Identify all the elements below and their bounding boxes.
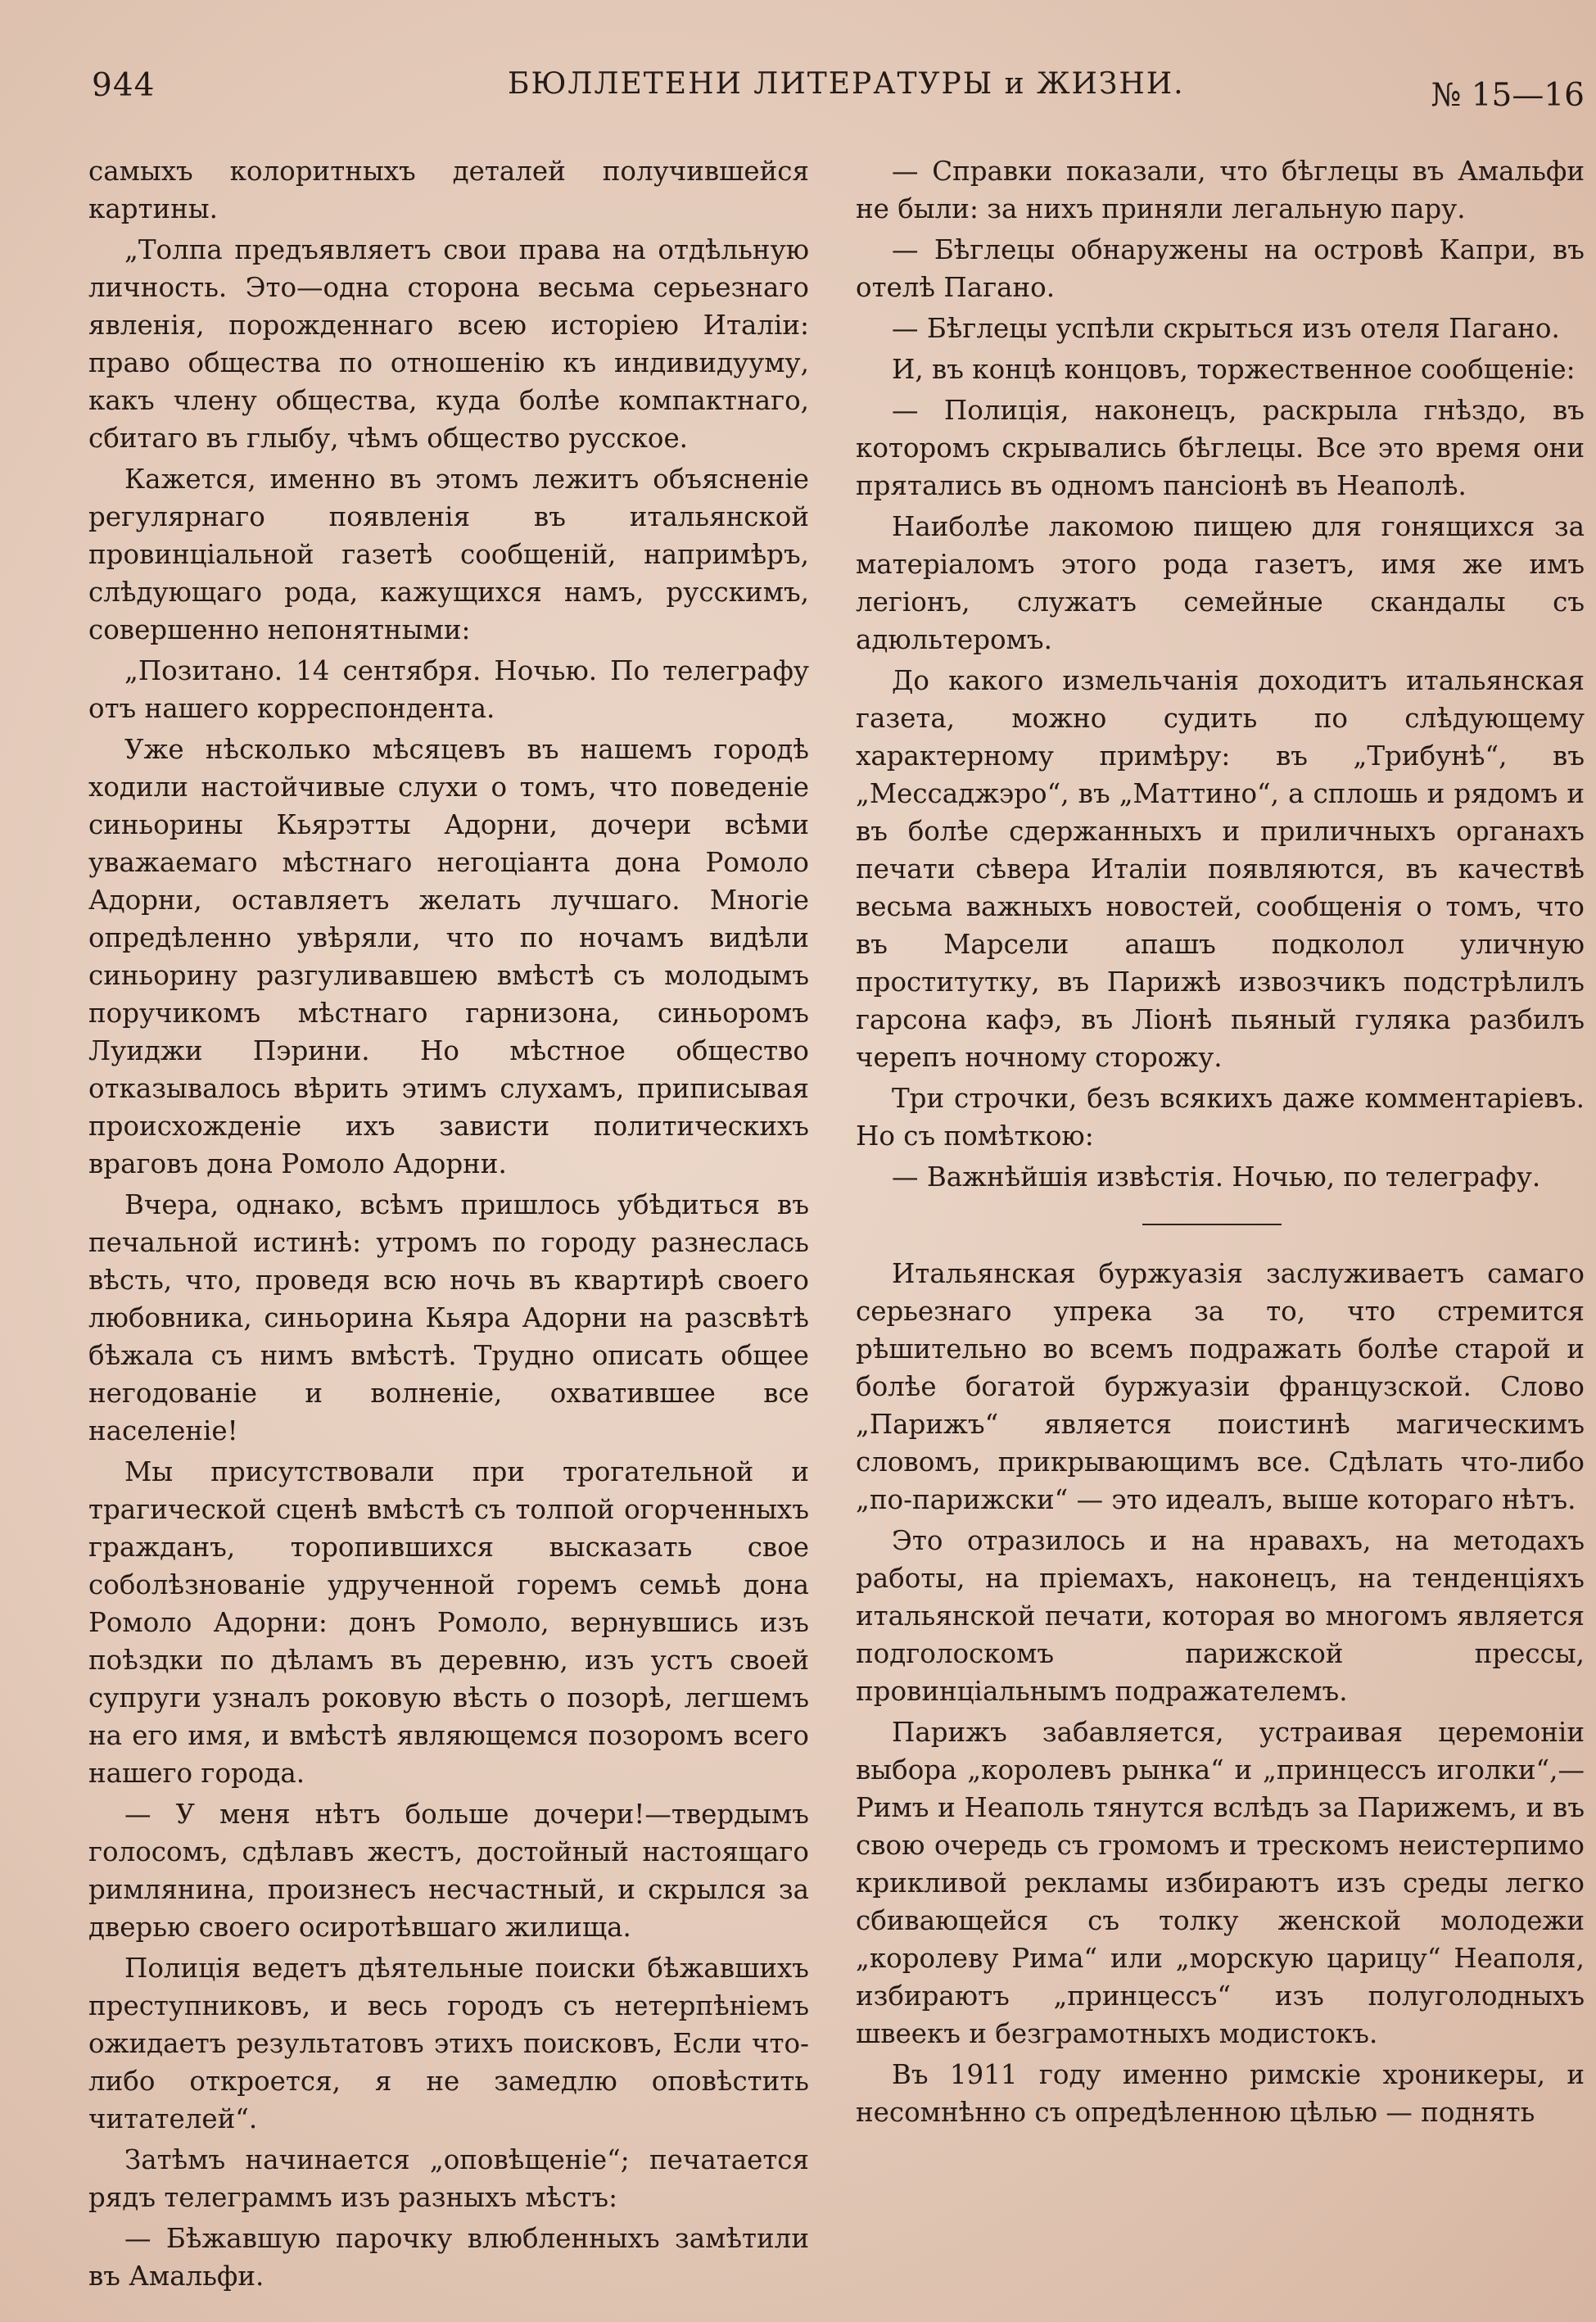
paragraph: — Полиція, наконецъ, раскрыла гнѣздо, въ которомъ скрывались бѣглецы. Все это время они прятались въ одномъ пансіонѣ въ Неаполѣ. bbox=[856, 395, 1585, 501]
paragraph: Мы присутствовали при трогательной и трагической сценѣ вмѣстѣ съ толпой огорченныхъ гражданъ, торопившихся высказать свое соболѣзнованіе удрученной горемъ семьѣ дона Ромоло Адорни: донъ Ромоло, вернувшись изъ поѣздки по дѣламъ въ деревню, изъ устъ своей супруги узналъ роковую вѣсть о позорѣ, легшемъ на его имя, и вмѣстѣ являющемся позоромъ всего нашего города. bbox=[88, 1456, 809, 1789]
paragraph: И, въ концѣ концовъ, торжественное сообщеніе: bbox=[892, 354, 1576, 385]
paragraph: „Толпа предъявляетъ свои права на отдѣльную личность. Это—одна сторона весьма серьезнаго явленія, порожденнаго всею исторіею Италіи: право общества по отношенію къ индивидууму, какъ члену общества, куда болѣе компактнаго, сбитаго въ глыбу, чѣмъ общество русское. bbox=[88, 234, 809, 454]
issue-number: № 15—16 bbox=[1431, 77, 1585, 114]
page-number: 944 bbox=[92, 67, 156, 104]
paragraph: — Бѣглецы обнаружены на островѣ Капри, въ отелѣ Пагано. bbox=[856, 234, 1585, 303]
paragraph: — Бѣглецы успѣли скрыться изъ отеля Пагано. bbox=[892, 313, 1560, 344]
paragraph: Кажется, именно въ этомъ лежитъ объясненіе регулярнаго появленія въ итальянской провинціальной газетѣ сообщеній, напримѣръ, слѣдующаго рода, кажущихся намъ, русскимъ, совершенно непонятными: bbox=[88, 464, 809, 645]
paragraph: — Важнѣйшія извѣстія. Ночью, по телеграфу. bbox=[892, 1161, 1541, 1193]
paragraph: Это отразилось и на нравахъ, на методахъ работы, на пріемахъ, наконецъ, на тенденціяхъ итальянской печати, которая во многомъ является подголоскомъ парижской прессы, провинціальнымъ подражателемъ. bbox=[856, 1525, 1585, 1707]
section-divider bbox=[1142, 1224, 1282, 1225]
paragraph: Парижъ забавляется, устраивая церемоніи выбора „королевъ рынка“ и „принцессъ иголки“,—Римъ и Неаполь тянутся вслѣдъ за Парижемъ, и въ свою очередь съ громомъ и трескомъ неистерпимо крикливой рекламы избираютъ изъ среды легко сбивающейся съ толку женской молодежи „королеву Рима“ или „морскую царицу“ Неаполя, избираютъ „принцессъ“ изъ полуголодныхъ швеекъ и безграмотныхъ модистокъ. bbox=[856, 1717, 1585, 2049]
paragraph: Въ 1911 году именно римскіе хроникеры, и несомнѣнно съ опредѣленною цѣлью — поднять bbox=[856, 2059, 1585, 2128]
paragraph: — Справки показали, что бѣглецы въ Амальфи не были: за нихъ приняли легальную пару. bbox=[856, 156, 1585, 224]
journal-title: БЮЛЛЕТЕНИ ЛИТЕРАТУРЫ и ЖИЗНИ. bbox=[508, 67, 1185, 101]
paragraph: „Позитано. 14 сентября. Ночью. По телеграфу отъ нашего корреспондента. bbox=[88, 655, 809, 724]
paragraph: Уже нѣсколько мѣсяцевъ въ нашемъ городѣ ходили настойчивые слухи о томъ, что поведеніе синьорины Кьярэтты Адорни, дочери всѣми уважаемаго мѣстнаго негоціанта дона Ромоло Адорни, оставляетъ желать лучшаго. Многіе опредѣленно увѣряли, что по ночамъ видѣли синьорину разгуливавшею вмѣстѣ съ молодымъ поручикомъ мѣстнаго гарнизона, синьоромъ Луиджи Пэрини. Но мѣстное общество отказывалось вѣрить этимъ слухамъ, приписывая происхожденіе ихъ зависти политическихъ враговъ дона Ромоло Адорни. bbox=[88, 734, 809, 1179]
paragraph: Наиболѣе лакомою пищею для гонящихся за матеріаломъ этого рода газетъ, имя же имъ легіонъ, служатъ семейные скандалы съ адюльтеромъ. bbox=[856, 511, 1585, 655]
right-column bbox=[856, 152, 1585, 2134]
paragraph: До какого измельчанія доходитъ итальянская газета, можно судить по слѣдующему характерному примѣру: въ „Трибунѣ“, въ „Мессаджэро“, въ „Маттино“, а сплошь и рядомъ и въ болѣе сдержанныхъ и приличныхъ органахъ печати сѣвера Италіи появляются, въ качествѣ весьма важныхъ новостей, сообщенія о томъ, что въ Марсели апашъ подколол уличную проститутку, въ Парижѣ извозчикъ подстрѣлилъ гарсона кафэ, въ Ліонѣ пьяный гуляка разбилъ черепъ ночному сторожу. bbox=[856, 665, 1585, 1073]
paragraph: — У меня нѣтъ больше дочери!—твердымъ голосомъ, сдѣлавъ жестъ, достойный настоящаго римлянина, произнесъ несчастный, и скрылся за дверью своего осиротѣвшаго жилища. bbox=[88, 1799, 809, 1943]
page-header bbox=[0, 67, 1596, 124]
paragraph: Вчера, однако, всѣмъ пришлось убѣдиться въ печальной истинѣ: утромъ по городу разнеслась вѣсть, что, проведя всю ночь въ квартирѣ своего любовника, синьорина Кьяра Адорни на разсвѣтѣ бѣжала съ нимъ вмѣстѣ. Трудно описать общее негодованіе и волненіе, охватившее все населеніе! bbox=[88, 1189, 809, 1446]
paragraph: Полиція ведетъ дѣятельные поиски бѣжавшихъ преступниковъ, и весь городъ съ нетерпѣніемъ ожидаетъ результатовъ этихъ поисковъ, Если что-либо откроется, я не замедлю оповѣстить читателей“. bbox=[88, 1953, 809, 2134]
paragraph: Затѣмъ начинается „оповѣщеніе“; печатается рядъ телеграммъ изъ разныхъ мѣстъ: bbox=[88, 2144, 809, 2213]
left-column bbox=[88, 152, 809, 2298]
paragraph: самыхъ колоритныхъ деталей получившейся картины. bbox=[88, 156, 809, 224]
paragraph: Три строчки, безъ всякихъ даже комментаріевъ. Но съ помѣткою: bbox=[856, 1083, 1585, 1152]
paragraph: Итальянская буржуазія заслуживаетъ самаго серьезнаго упрека за то, что стремится рѣшительно во всемъ подражать болѣе старой и болѣе богатой буржуазіи французской. Слово „Парижъ“ является поистинѣ магическимъ словомъ, прикрывающимъ все. Сдѣлать что-либо „по-парижски“ — это идеалъ, выше котораго нѣтъ. bbox=[856, 1258, 1585, 1515]
paragraph: — Бѣжавшую парочку влюбленныхъ замѣтили въ Амальфи. bbox=[88, 2223, 809, 2292]
